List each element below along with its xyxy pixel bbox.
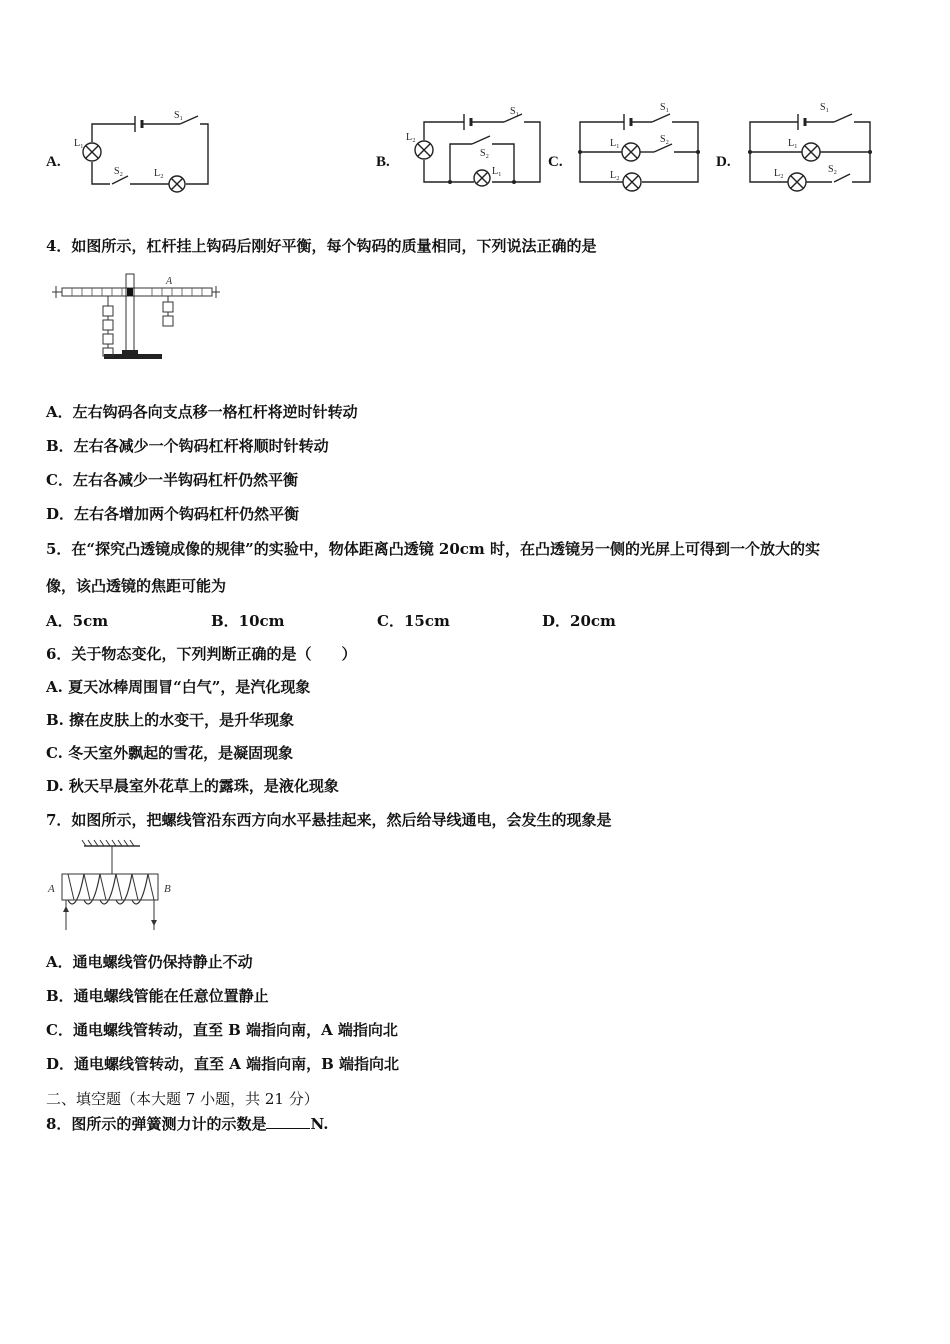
q4-option-c: C．左右各减少一半钩码杠杆仍然平衡 bbox=[46, 471, 298, 489]
q7-option-d: D．通电螺线管转动，直至 A 端指向南，B 端指向北 bbox=[46, 1055, 399, 1073]
lever-diagram bbox=[48, 270, 223, 370]
q3-option-c-letter: C. bbox=[548, 154, 563, 170]
label-l2: L₂ bbox=[154, 168, 164, 179]
circuit-d-diagram bbox=[742, 98, 887, 196]
q7-option-a: A．通电螺线管仍保持静止不动 bbox=[46, 953, 253, 971]
q3-option-d-letter: D. bbox=[716, 154, 731, 170]
q4-option-d: D．左右各增加两个钩码杠杆仍然平衡 bbox=[46, 505, 300, 523]
label-s2: S₂ bbox=[480, 148, 490, 159]
q4-option-b: B．左右各减少一个钩码杠杆将顺时针转动 bbox=[46, 437, 329, 455]
q6-option-c: C. 冬天室外飘起的雪花，是凝固现象 bbox=[46, 744, 294, 762]
circuit-b-diagram bbox=[400, 100, 550, 195]
label-s2: S₂ bbox=[828, 164, 838, 175]
q4-stem: 4．如图所示，杠杆挂上钩码后刚好平衡，每个钩码的质量相同，下列说法正确的是 bbox=[46, 237, 597, 255]
q4-option-a: A．左右钩码各向支点移一格杠杆将逆时针转动 bbox=[46, 403, 358, 421]
label-l2: L₂ bbox=[774, 168, 784, 179]
solenoid-diagram bbox=[44, 840, 184, 936]
label-l1: L₁ bbox=[788, 138, 798, 149]
section-2-title: 二、填空题（本大题 7 小题，共 21 分） bbox=[46, 1090, 319, 1108]
q5-stem-line1: 5．在“探究凸透镜成像的规律”的实验中，物体距离凸透镜 20cm 时，在凸透镜另一侧的光屏上可得到一个放大的实 bbox=[46, 540, 821, 558]
q5-option-d: D．20cm bbox=[542, 612, 616, 630]
q7-option-b: B．通电螺线管能在任意位置静止 bbox=[46, 987, 269, 1005]
solenoid-end-b-label: B bbox=[164, 883, 171, 895]
q3-option-b-letter: B. bbox=[376, 154, 390, 170]
q8-stem-text: 8．图所示的弹簧测力计的示数是 bbox=[46, 1115, 267, 1133]
label-s2: S₂ bbox=[660, 134, 670, 145]
label-l1: L₁ bbox=[492, 166, 502, 177]
q6-option-d: D. 秋天早晨室外花草上的露珠，是液化现象 bbox=[46, 777, 339, 795]
q3-option-a-letter: A. bbox=[46, 154, 61, 170]
q7-stem: 7．如图所示，把螺线管沿东西方向水平悬挂起来，然后给导线通电，会发生的现象是 bbox=[46, 811, 612, 829]
q6-option-b: B. 擦在皮肤上的水变干，是升华现象 bbox=[46, 711, 295, 729]
label-l1: L₁ bbox=[610, 138, 620, 149]
solenoid-end-a-label: A bbox=[48, 883, 55, 895]
label-s1: S₁ bbox=[660, 102, 670, 113]
q7-option-c: C．通电螺线管转动，直至 B 端指向南，A 端指向北 bbox=[46, 1021, 398, 1039]
q8-answer-blank bbox=[266, 1114, 310, 1129]
q8-stem bbox=[46, 1114, 328, 1134]
q8-unit: N. bbox=[310, 1115, 329, 1133]
q5-stem-line2: 像，该凸透镜的焦距可能为 bbox=[46, 577, 227, 595]
q5-option-b: B．10cm bbox=[211, 612, 285, 630]
q6-stem: 6．关于物态变化，下列判断正确的是（ ） bbox=[46, 645, 357, 663]
label-s1: S₁ bbox=[510, 106, 520, 117]
q6-option-a: A. 夏天冰棒周围冒“白气”，是汽化现象 bbox=[46, 678, 311, 696]
label-l2: L₂ bbox=[406, 132, 416, 143]
circuit-c-diagram bbox=[572, 98, 712, 196]
circuit-a-diagram bbox=[70, 100, 220, 195]
label-l1: L₁ bbox=[74, 138, 84, 149]
label-s1: S₁ bbox=[174, 110, 184, 121]
label-s2: S₂ bbox=[114, 166, 124, 177]
q5-option-c: C．15cm bbox=[377, 612, 450, 630]
label-l2: L₂ bbox=[610, 170, 620, 181]
lever-point-label: A bbox=[166, 276, 173, 287]
label-s1: S₁ bbox=[820, 102, 830, 113]
q5-option-a: A．5cm bbox=[46, 612, 109, 630]
